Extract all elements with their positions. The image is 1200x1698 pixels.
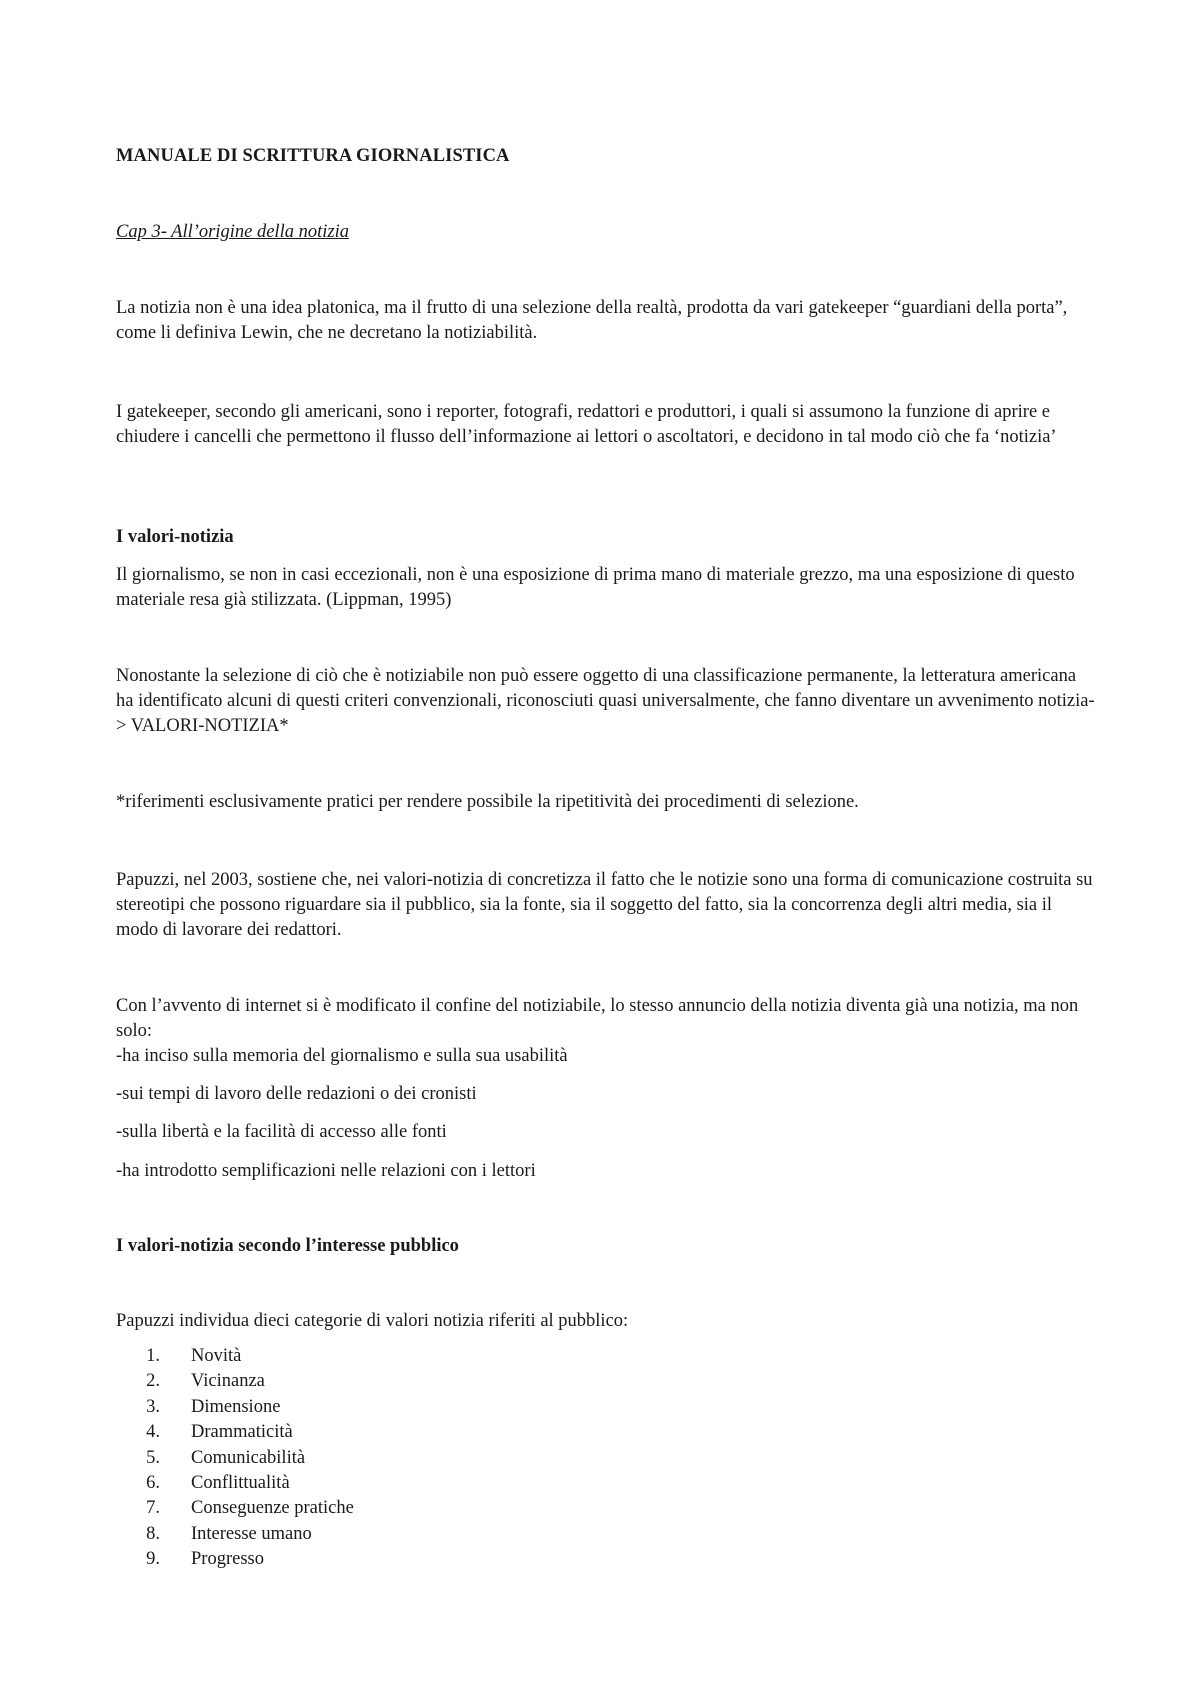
list-item-text: Conseguenze pratiche	[191, 1498, 354, 1519]
list-item	[116, 1471, 354, 1496]
list-item	[116, 1547, 354, 1572]
list-number: 6.	[146, 1473, 160, 1494]
paragraph-notizia-definition: La notizia non è una idea platonica, ma il frutto di una selezione della realtà, prodotta da vari gatekeeper “guardiani della porta”, come li definiva Lewin, che ne decretano la notiziabilità.	[116, 298, 1068, 343]
list-item-text: Comunicabilità	[191, 1447, 306, 1468]
paragraph-papuzzi-categorie: Papuzzi individua dieci categorie di valori notizia riferiti al pubblico:	[116, 1311, 629, 1331]
section-heading-interesse-pubblico: I valori-notizia secondo l’interesse pubblico	[116, 1236, 459, 1256]
paragraph-nonostante: Nonostante la selezione di ciò che è notiziabile non può essere oggetto di una classificazione permanente, la letteratura americana ha identificato alcuni di questi criteri convenzionali, riconosciuti quasi universalmente, che fanno diventare un avvenimento notizia-> VALORI-NOTIZIA*	[116, 666, 1095, 736]
section-heading-valori-notizia: I valori-notizia	[116, 527, 234, 547]
list-number: 9.	[146, 1549, 160, 1570]
list-number: 1.	[146, 1346, 160, 1366]
list-item-text: Vicinanza	[191, 1371, 265, 1392]
list-item	[116, 1395, 354, 1420]
list-item	[116, 1369, 354, 1394]
list-number: 5.	[146, 1447, 160, 1468]
list-number: 8.	[146, 1523, 160, 1544]
list-number: 3.	[146, 1396, 160, 1417]
document-title: MANUALE DI SCRITTURA GIORNALISTICA	[116, 146, 510, 166]
list-item-text: Drammaticità	[191, 1422, 293, 1443]
paragraph-giornalismo: Il giornalismo, se non in casi eccezionali, non è una esposizione di prima mano di materiale grezzo, ma una esposizione di questo materiale resa già stilizzata. (Lippman, 1995)	[116, 565, 1075, 610]
chapter-title: Cap 3- All’origine della notizia	[116, 222, 349, 242]
numbered-list-valori	[116, 1344, 354, 1573]
list-number: 7.	[146, 1498, 160, 1519]
paragraph-internet: Con l’avvento di internet si è modificato il confine del notiziabile, lo stesso annuncio della notizia diventa già una notizia, ma non solo:	[116, 996, 1079, 1041]
list-item	[116, 1420, 354, 1445]
list-item-text: Dimensione	[191, 1396, 281, 1417]
list-item: -sui tempi di lavoro delle redazioni o dei cronisti	[116, 1084, 477, 1104]
list-item	[116, 1522, 354, 1547]
list-number: 4.	[146, 1422, 160, 1443]
paragraph-gatekeeper: I gatekeeper, secondo gli americani, sono i reporter, fotografi, redattori e produttori, i quali si assumono la funzione di aprire e chiudere i cancelli che permettono il flusso dell’informazione ai lettori o ascoltatori, e decidono in tal modo ciò che fa ‘notizia’	[116, 402, 1057, 447]
paragraph-papuzzi-2003: Papuzzi, nel 2003, sostiene che, nei valori-notizia di concretizza il fatto che le notizie sono una forma di comunicazione costruita su stereotipi che possono riguardare sia il pubblico, sia la fonte, sia il soggetto del fatto, sia la concorrenza degli altri media, sia il modo di lavorare dei redattori.	[116, 870, 1093, 940]
list-item: -sulla libertà e la facilità di accesso alle fonti	[116, 1122, 447, 1142]
list-number: 2.	[146, 1371, 160, 1392]
list-item: -ha introdotto semplificazioni nelle relazioni con i lettori	[116, 1161, 536, 1181]
list-item-text: Interesse umano	[191, 1523, 312, 1544]
list-item	[116, 1344, 354, 1369]
list-item-text: Conflittualità	[191, 1473, 290, 1494]
list-item	[116, 1496, 354, 1521]
paragraph-riferimenti: *riferimenti esclusivamente pratici per rendere possibile la ripetitività dei procedimenti di selezione.	[116, 792, 859, 812]
list-item: -ha inciso sulla memoria del giornalismo e sulla sua usabilità	[116, 1046, 568, 1066]
list-item	[116, 1446, 354, 1471]
list-item-text: Progresso	[191, 1549, 264, 1570]
list-item-text: Novità	[191, 1346, 242, 1366]
